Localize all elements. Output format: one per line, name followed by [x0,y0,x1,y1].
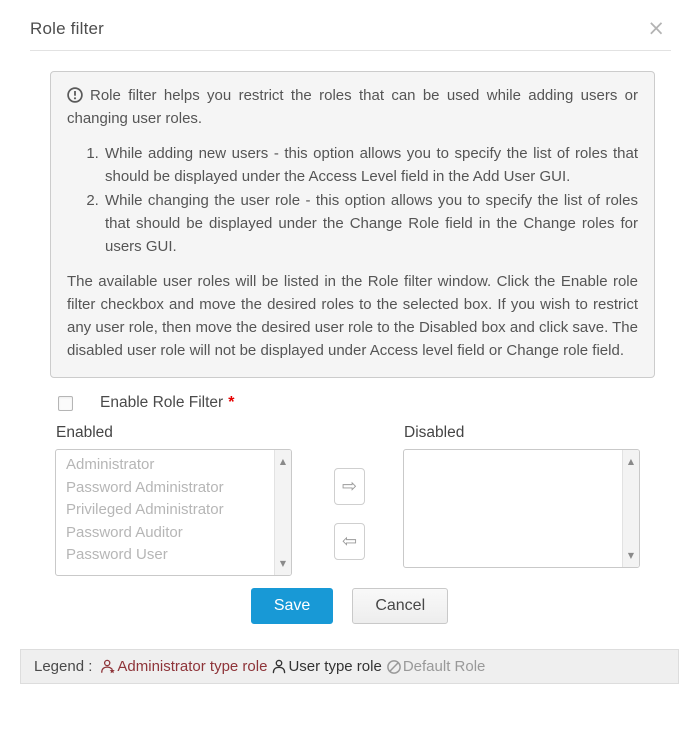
header-divider [30,50,671,51]
no-entry-icon [386,659,402,675]
cancel-button[interactable]: Cancel [352,588,448,624]
info-icon [67,87,83,103]
enabled-column [55,424,292,576]
disabled-roles-items [404,450,639,454]
scroll-down-icon[interactable]: ▼ [627,551,635,560]
role-option[interactable]: Password Auditor [66,523,183,541]
info-box [50,71,655,378]
info-intro-text: Role filter helps you restrict the roles that can be used while adding users or changing user roles. [67,87,638,127]
enabled-roles-items [56,450,291,567]
legend-bar [20,649,679,684]
scroll-up-icon[interactable]: ▲ [627,457,635,466]
disabled-roles-listbox[interactable] [403,449,640,568]
legend-item-label: Default Role [402,658,486,675]
admin-user-icon [100,659,116,675]
role-option[interactable]: Privileged Administrator [66,501,224,518]
legend-title: Legend : [34,658,93,675]
transfer-buttons [334,424,365,576]
move-left-button[interactable]: ⇦ [334,523,365,560]
enable-role-filter-row [58,394,699,412]
enabled-label: Enabled [56,424,113,441]
scroll-down-icon[interactable]: ▼ [279,559,287,568]
legend-item-label: Administrator type role [117,658,268,675]
scroll-up-icon[interactable]: ▲ [279,457,287,466]
move-right-button[interactable]: ⇨ [334,468,365,505]
info-list [67,142,638,258]
disabled-label: Disabled [404,424,465,441]
legend-item-administrator [100,658,267,675]
actions-row [0,588,699,624]
legend-item-default [386,658,486,675]
info-list-item: 2. While changing the user role - this option allows you to specify the list of roles that should be displayed under the Change Role field in the Change roles for users GUI. [103,189,638,258]
enable-role-filter-checkbox[interactable] [58,396,73,411]
enabled-scrollbar[interactable] [274,450,291,575]
dialog-title: Role filter [30,19,105,38]
role-option[interactable]: Administrator [66,456,155,473]
legend-item-label: User type role [288,658,382,675]
info-intro [67,84,638,130]
close-icon[interactable]: × [647,16,665,40]
enable-role-filter-label: Enable Role Filter [100,394,224,411]
dialog-header [0,0,699,50]
info-outro: The available user roles will be listed in the Role filter window. Click the Enable role filter checkbox and move the desired roles to the selected box. If you wish to restrict any user role, then move the desired user role to the Disabled box and click save. The disabled user role will not be displayed under Access level field or Change role field. [67,273,638,359]
disabled-scrollbar[interactable] [622,450,639,567]
save-button[interactable]: Save [251,588,333,624]
role-option[interactable]: Password User [66,546,168,563]
required-asterisk: * [228,394,235,411]
role-option[interactable]: Password Administrator [66,478,224,496]
user-icon [271,659,287,675]
enabled-roles-listbox[interactable] [55,449,292,576]
disabled-column [403,424,640,576]
role-lists-row [55,424,699,576]
legend-item-user [271,658,381,675]
info-list-item: 1. While adding new users - this option allows you to specify the list of roles that should be displayed under the Access Level field in the Add User GUI. [103,142,638,188]
